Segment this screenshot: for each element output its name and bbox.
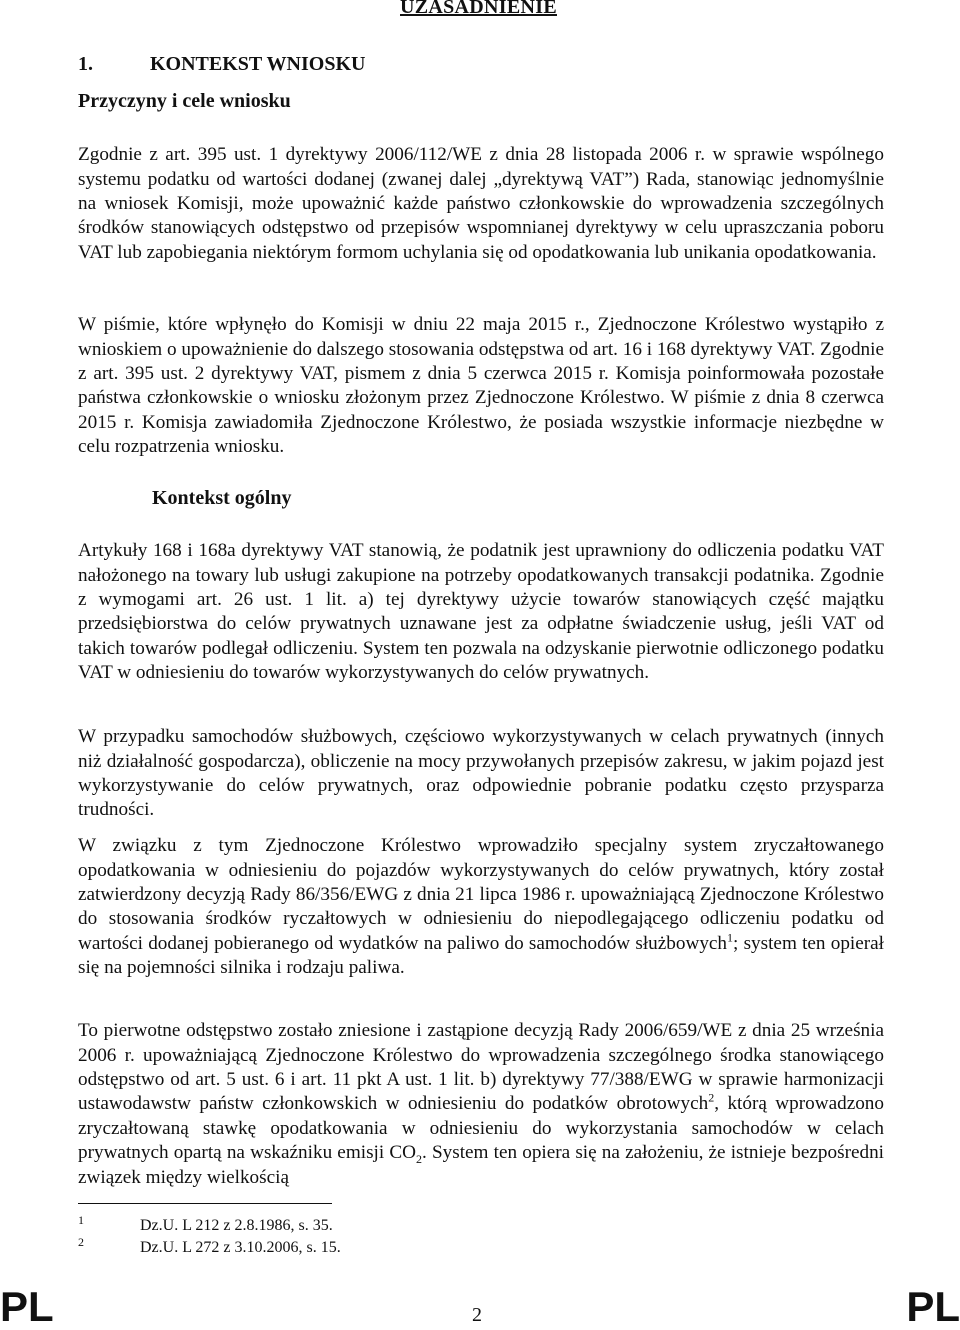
paragraph-1: Zgodnie z art. 395 ust. 1 dyrektywy 2006/112/WE z dnia 28 listopada 2006 r. w sprawie wspólnego systemu podatku od wartości dodanej (zwanej dalej „dyrektywą VAT”) Rada, stanowiąc jednomyślnie na wniosek Komisji, może upoważnić każde państwo członkowskie do wprowadzenia szczególnych środków stanowiących odstępstwo od przepisów wspomnianej dyrektywy w celu upraszczania poboru VAT lub zapobiegania niektórym formom uchylania się od opodatkowania lub unikania opodatkowania. — [78, 144, 884, 263]
paragraph-6-text-b: , którą wprowadzono zryczałtowaną stawkę opodatkowania w odniesieniu do wykorzystania samochodów w celach prywatnych opartą na wskaźniku emisji CO — [78, 1093, 884, 1164]
footnote-ref-1[interactable]: 1 — [727, 930, 734, 945]
paragraph-4: W przypadku samochodów służbowych, częściowo wykorzystywanych w celach prywatnych (innych niż działalność gospodarcza), obliczenie na mocy przywołanych przepisów zakresu, w jakim pojazd jest wykorzystywanie do celów prywatnych, oraz odpowiednie pobranie podatku często przysparza trudności. — [78, 726, 884, 821]
paragraph-5-text-a: W związku z tym Zjednoczone Królestwo wprowadziło specjalny system zryczałtowanego opodatkowania w odniesieniu do pojazdów wykorzystywanych do celów prywatnych, który został zatwierdzony decyzją Rady 86/356/EWG z dnia 21 lipca 1986 r. upoważniającą Zjednoczone Królestwo do stosowania środków ryczałtowych w odniesieniu do niepodlegającego odliczeniu podatku od wartości dodanej pobieranego od wydatków na paliwo do samochodów służbowych — [78, 835, 884, 954]
paragraph-3: Artykuły 168 i 168a dyrektywy VAT stanowią, że podatnik jest uprawniony do odliczenia podatku VAT nałożonego na towary lub usługi zakupione na potrzeby opodatkowanych transakcji podatnika. Zgodnie z wymogami art. 26 ust. 1 lit. a) tej dyrektywy użycie towarów stanowiących część majątku przedsiębiorstwa do celów prywatnych uznawane jest za odpłatne świadczenie usług, jeśli VAT od takich towarów podlegał odliczeniu. System ten pozwala na odzyskanie pierwotnie odliczonego podatku VAT w odniesieniu do towarów wykorzystywanych do celów prywatnych. — [78, 540, 884, 684]
co2-subscript: 2 — [416, 1152, 423, 1167]
footnote-1-number: 1 — [78, 1213, 84, 1227]
paragraph-2: W piśmie, które wpłynęło do Komisji w dniu 22 maja 2015 r., Zjednoczone Królestwo wystąpiło z wnioskiem o upoważnienie do dalszego stosowania odstępstwa od art. 16 i 168 dyrektywy VAT. Zgodnie z art. 395 ust. 2 dyrektywy VAT, pismem z dnia 5 czerwca 2015 r. Komisja poinformowała pozostałe państwa członkowskie o wniosku złożonym przez Zjednoczone Królestwo. W piśmie z dnia 8 czerwca 2015 r. Komisja zawiadomiła Zjednoczone Królestwo, że posiada wszystkie informacje niezbędne w celu rozpatrzenia wniosku. — [78, 314, 884, 458]
paragraph-5-text-b: ; system ten opierał się na pojemności silnika i rodzaju paliwa. — [78, 932, 885, 979]
footnote-2-text: Dz.U. L 272 z 3.10.2006, s. 15. — [140, 1239, 341, 1256]
section-number: 1. — [78, 53, 93, 75]
language-code-right: PL — [906, 1283, 960, 1330]
footnote-divider — [78, 1203, 332, 1204]
paragraph-5 — [78, 834, 884, 980]
paragraph-6 — [78, 1019, 884, 1190]
subheading-general-context: Kontekst ogólny — [152, 487, 292, 509]
subheading-reasons: Przyczyny i cele wniosku — [78, 90, 291, 112]
footnote-2 — [78, 1232, 341, 1258]
footnote-ref-2[interactable]: 2 — [708, 1091, 715, 1106]
page-number: 2 — [472, 1304, 482, 1326]
footnote-1-text: Dz.U. L 212 z 2.8.1986, s. 35. — [140, 1217, 333, 1234]
document-title: UZASADNIENIE — [400, 0, 557, 18]
paragraph-6-text-a: To pierwotne odstępstwo zostało zniesione i zastąpione decyzją Rady 2006/659/WE z dnia 25 września 2006 r. upoważniającą Zjednoczone Królestwo do wprowadzenia szczególnego środka stanowiącego odstępstwo od art. 5 ust. 6 i art. 11 pkt A ust. 1 lit. b) dyrektywy 77/388/EWG w sprawie harmonizacji ustawodawstw państw członkowskich w odniesieniu do podatków obrotowych — [78, 1020, 884, 1115]
section-title: KONTEKST WNIOSKU — [150, 53, 366, 75]
language-code-left: PL — [0, 1283, 54, 1330]
footnote-2-number: 2 — [78, 1235, 84, 1249]
section-heading — [78, 53, 365, 76]
paragraph-6-text-c: . System ten opiera się na założeniu, że istnieje bezpośredni związek między wielkością — [78, 1142, 884, 1188]
